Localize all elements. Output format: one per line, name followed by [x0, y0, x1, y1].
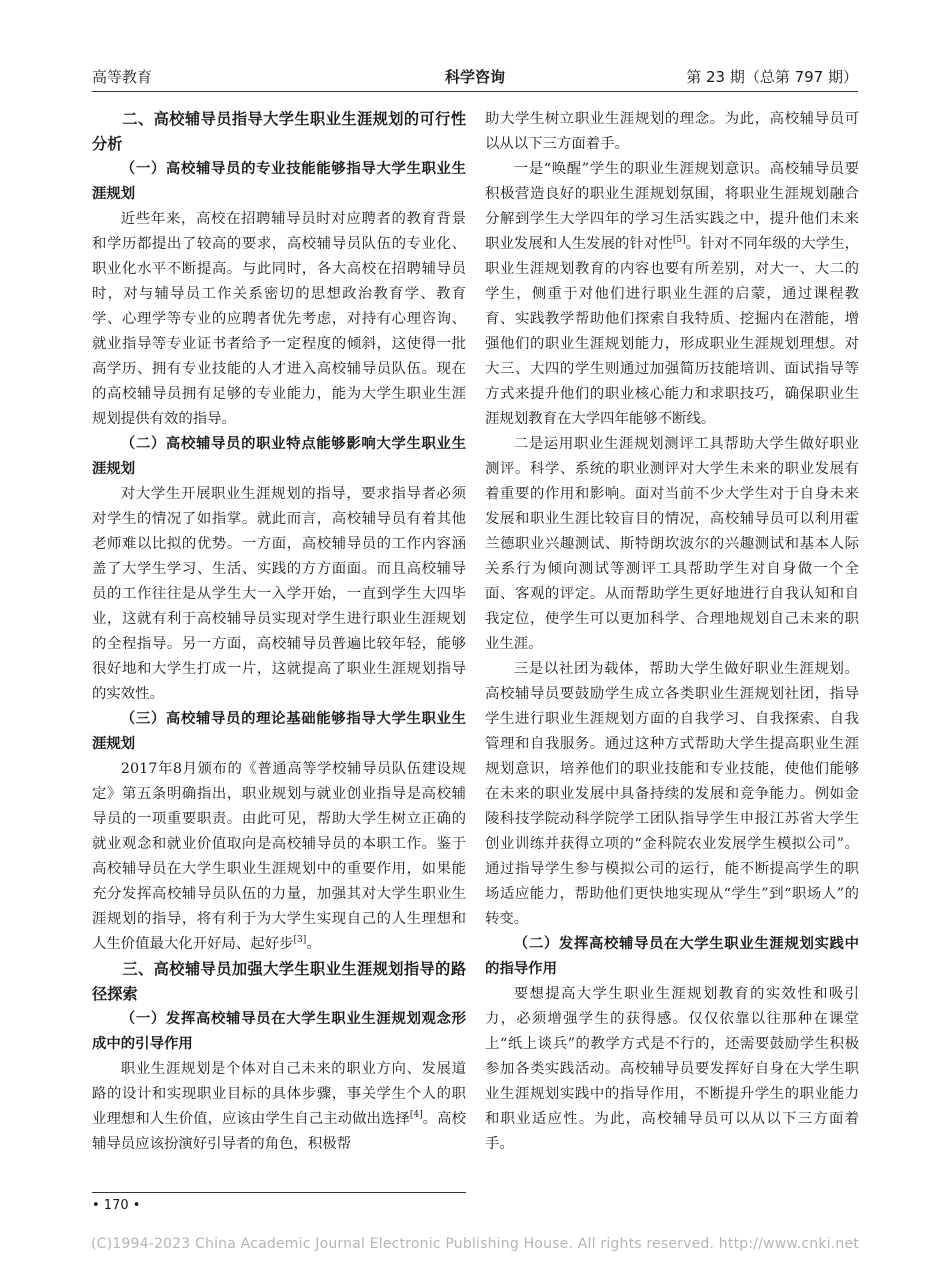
- journal-name: 科学咨询: [444, 68, 505, 86]
- header-rule: [92, 91, 858, 92]
- left-paragraph-9: [92, 1057, 466, 1157]
- text: 三、高校辅导员加强大学生职业生涯规划指导的路径探索: [92, 960, 466, 1003]
- right-column: [485, 107, 859, 1157]
- left-subsection-heading-8: [92, 1007, 466, 1057]
- text: 二是运用职业生涯规划测评工具帮助大学生做好职业测评。科学、系统的职业测评对大学生未来的职业发展有着重要的作用和影响。面对当前不少大学生对于自身未来发展和职业生涯比较盲目的情况，高校辅导员可以利用霍兰德职业兴趣测试、斯特朗坎波尔的兴趣测试和基本人际关系行为倾向测试等测评工具帮助学生对自身做一个全面、客观的评定。从而帮助学生更好地进行自我认知和自我定位，使学生可以更加科学、合理地规划自己未来的职业生涯。: [485, 436, 859, 652]
- text: 一是“唤醒”学生的职业生涯规划意识。高校辅导员要积极营造良好的职业生涯规划氛围，将职业生涯规划融合分解到学生大学四年的学习生活实践之中，提升他们未来职业发展和人生发展的针对性: [485, 161, 859, 252]
- left-paragraph-6: [92, 757, 466, 957]
- copyright-notice: (C)1994-2023 China Academic Journal Electronic Publishing House. All rights reserved. http://www.cnki.net: [90, 1236, 860, 1252]
- left-subsection-heading-5: [92, 707, 466, 757]
- text: 助大学生树立职业生涯规划的理念。为此，高校辅导员可以从以下三方面着手。: [485, 111, 859, 152]
- left-paragraph-4: [92, 482, 466, 707]
- text-tail: 。针对不同年级的大学生，职业生涯规划教育的内容也要有所差别，对大一、大二的学生，侧重于对他们进行职业生涯的启蒙，通过课程教育、实践教学帮助他们探索自我特质、挖掘内在潜能，增强他们的职业生涯规划能力，形成职业生涯规划理想。对大三、大四的学生则通过加强简历技能培训、面试指导等方式来提升他们的职业核心能力和求职技巧，确保职业生涯规划教育在大学四年能够不断线。: [485, 236, 859, 427]
- text: 职业生涯规划是个体对自己未来的职业方向、发展道路的设计和实现职业目标的具体步骤，事关学生个人的职业理想和人生价值，应该由学生自己主动做出选择: [92, 1061, 466, 1127]
- text: 对大学生开展职业生涯规划的指导，要求指导者必须对学生的情况了如指掌。就此而言，高校辅导员有着其他老师难以比拟的优势。一方面，高校辅导员的工作内容涵盖了大学生学习、生活、实践的方方面面。而且高校辅导员的工作往往是从学生大一入学开始，一直到学生大四毕业，这就有利于高校辅导员实现对学生进行职业生涯规划的全程指导。另一方面，高校辅导员普遍比较年轻，能够很好地和大学生打成一片，这就提高了职业生涯规划指导的实效性。: [92, 486, 466, 702]
- footer-rule: [92, 1192, 466, 1193]
- left-section-heading-7: [92, 957, 466, 1007]
- text: （二）发挥高校辅导员在大学生职业生涯规划实践中的指导作用: [485, 936, 859, 977]
- right-paragraph-2: [485, 432, 859, 657]
- text: （二）高校辅导员的职业特点能够影响大学生职业生涯规划: [92, 436, 466, 477]
- text: （一）发挥高校辅导员在大学生职业生涯规划观念形成中的引导作用: [92, 1011, 466, 1052]
- right-paragraph-3: [485, 657, 859, 932]
- citation-ref: [5]: [672, 235, 686, 246]
- text: （一）高校辅导员的专业技能能够指导大学生职业生涯规划: [92, 161, 466, 202]
- right-paragraph-1: [485, 157, 859, 432]
- text: 二、高校辅导员指导大学生职业生涯规划的可行性分析: [92, 110, 466, 153]
- journal-section: 高等教育: [92, 68, 153, 86]
- right-subsection-heading-4: [485, 932, 859, 982]
- text: 2017年8月颁布的《普通高等学校辅导员队伍建设规定》第五条明确指出，职业规划与就业创业指导是高校辅导员的一项重要职责。由此可见，帮助大学生树立正确的就业观念和就业价值取向是高校辅导员的本职工作。鉴于高校辅导员在大学生职业生涯规划中的重要作用，如果能充分发挥高校辅导员队伍的力量，加强其对大学生职业生涯规划的指导，将有利于为大学生实现自己的人生理想和人生价值最大化开好局、起好步: [92, 761, 466, 952]
- citation-ref: [4]: [409, 1110, 423, 1121]
- left-column: [92, 107, 466, 1157]
- text: 近些年来，高校在招聘辅导员时对应聘者的教育背景和学历都提出了较高的要求，高校辅导员队伍的专业化、职业化水平不断提高。与此同时，各大高校在招聘辅导员时，对与辅导员工作关系密切的思想政治教育学、教育学、心理学等专业的应聘者优先考虑，对持有心理咨询、就业指导等专业证书者给予一定程度的倾斜，这使得一批高学历、拥有专业技能的人才进入高校辅导员队伍。现在的高校辅导员拥有足够的专业能力，能为大学生职业生涯规划提供有效的指导。: [92, 211, 466, 427]
- citation-ref: [3]: [293, 935, 307, 946]
- text: 要想提高大学生职业生涯规划教育的实效性和吸引力，必须增强学生的获得感。仅仅依靠以往那种在课堂上“纸上谈兵”的教学方式是不行的，还需要鼓励学生积极参加各类实践活动。高校辅导员要发挥好自身在大学生职业生涯规划实践中的指导作用，不断提升学生的职业能力和职业适应性。为此，高校辅导员可以从以下三方面着手。: [485, 986, 859, 1152]
- left-section-heading-0: [92, 107, 466, 157]
- text-tail: 。高校辅导员应该扮演好引导者的角色，积极帮: [92, 1111, 466, 1152]
- right-paragraph-0: [485, 107, 859, 157]
- text: （三）高校辅导员的理论基础能够指导大学生职业生涯规划: [92, 711, 466, 752]
- right-paragraph-5: [485, 982, 859, 1157]
- left-subsection-heading-3: [92, 432, 466, 482]
- left-subsection-heading-1: [92, 157, 466, 207]
- text: 三是以社团为载体，帮助大学生做好职业生涯规划。高校辅导员要鼓励学生成立各类职业生涯规划社团，指导学生进行职业生涯规划方面的自我学习、自我探索、自我管理和自我服务。通过这种方式帮助大学生提高职业生涯规划意识，培养他们的职业技能和专业技能，使他们能够在未来的职业发展中具备持续的发展和竞争能力。例如金陵科技学院动科学院学工团队指导学生申报江苏省大学生创业训练并获得立项的“金科院农业发展学生模拟公司”。通过指导学生参与模拟公司的运行，能不断提高学生的职场适应能力，帮助他们更快地实现从“学生”到“职场人”的转变。: [485, 661, 859, 927]
- issue-number: 第 23 期（总第 797 期）: [686, 68, 858, 86]
- text-tail: 。: [306, 936, 321, 952]
- running-header: [92, 62, 858, 92]
- left-paragraph-2: [92, 207, 466, 432]
- page-number: • 170 •: [92, 1198, 141, 1213]
